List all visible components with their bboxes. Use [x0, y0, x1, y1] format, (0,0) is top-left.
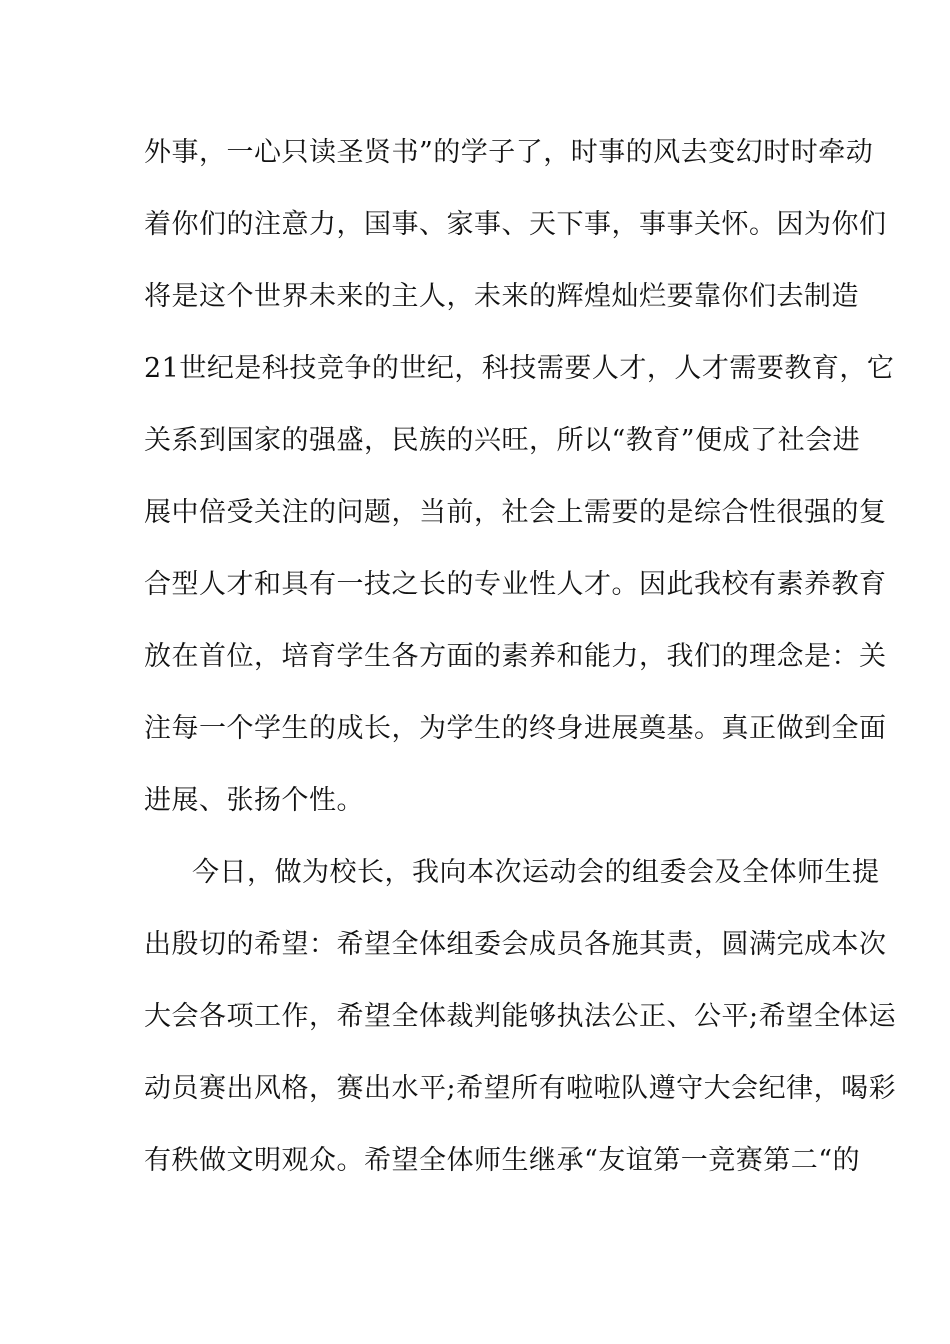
text-line: 进展、张扬个性。	[144, 785, 364, 816]
text-line: 着你们的注意力，国事、家事、天下事，事事关怀。因为你们	[144, 209, 887, 240]
text-line: 动员赛出风格，赛出水平;希望所有啦啦队遵守大会纪律，喝彩	[144, 1073, 897, 1104]
text-line: 放在首位，培育学生各方面的素养和能力，我们的理念是：关	[144, 641, 887, 672]
text-line: 合型人才和具有一技之长的专业性人才。因此我校有素养教育	[144, 569, 887, 600]
text-line: 出殷切的希望：希望全体组委会成员各施其责，圆满完成本次	[144, 929, 887, 960]
paragraph-first-line: 今日，做为校长，我向本次运动会的组委会及全体师生提	[192, 857, 880, 888]
text-line: 大会各项工作，希望全体裁判能够执法公正、公平;希望全体运	[144, 1001, 897, 1032]
text-line: 21世纪是科技竞争的世纪，科技需要人才，人才需要教育，它	[144, 353, 895, 384]
text-line: 注每一个学生的成长，为学生的终身进展奠基。真正做到全面	[144, 713, 887, 744]
text-line: 关系到国家的强盛，民族的兴旺，所以“教育”便成了社会进	[144, 425, 861, 456]
text-line: 展中倍受关注的问题，当前，社会上需要的是综合性很强的复	[144, 497, 887, 528]
text-line: 将是这个世界未来的主人，未来的辉煌灿烂要靠你们去制造	[144, 281, 859, 312]
text-line: 有秩做文明观众。希望全体师生继承“友谊第一竞赛第二“的	[144, 1145, 861, 1176]
text-line: 外事，一心只读圣贤书”的学子了，时事的风去变幻时时牵动	[144, 137, 874, 168]
